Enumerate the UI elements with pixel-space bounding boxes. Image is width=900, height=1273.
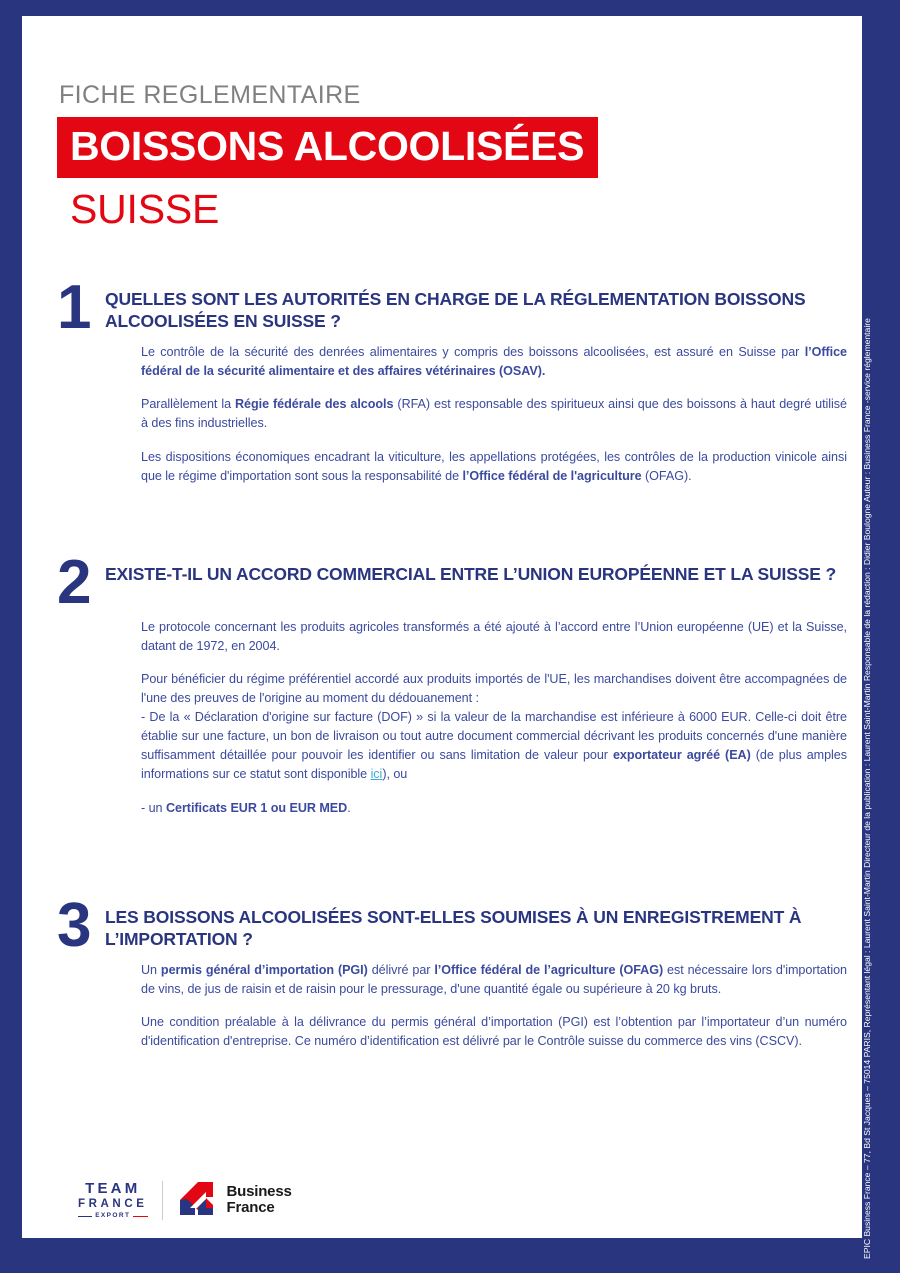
tfe-export-row xyxy=(78,1213,148,1220)
team-france-export-logo xyxy=(78,1181,163,1220)
document-kicker: FICHE REGLEMENTAIRE xyxy=(59,81,361,109)
section-3-title: LES BOISSONS ALCOOLISÉES SONT-ELLES SOUMISES À UN ENREGISTREMENT À L’IMPORTATION ? xyxy=(105,907,802,950)
paragraph: Le protocole concernant les produits agricoles transformés a été ajouté à l’accord entre l’Union européenne (UE) et la Suisse, datant de 1972, en 2004. xyxy=(141,619,847,653)
paragraph: Une condition préalable à la délivrance du permis général d’importation (PGI) est l’obtention par l’importateur d’un numéro d'identification d'entreprise. Ce numéro d’identification est délivré par le Contrôle suisse du commerce des vins (CSCV). xyxy=(141,1015,847,1049)
section-2 xyxy=(57,548,848,833)
business-france-line1: Business xyxy=(226,1182,292,1200)
paragraph-text: est nécessaire lors d'importation de vins, de jus de raisin et de raisin pour le pressurage, d'une quantité égale ou supérieure à 20 kg bruts. xyxy=(141,962,847,996)
section-3-body xyxy=(141,961,847,1052)
business-france-wordmark xyxy=(227,1184,292,1216)
document-header xyxy=(57,82,757,230)
footer-logos xyxy=(78,1179,292,1221)
paragraph-text: . xyxy=(347,800,351,815)
paragraph-strong: Certificats EUR 1 ou EUR MED xyxy=(165,800,348,815)
paragraph xyxy=(141,670,847,708)
business-france-line2: France xyxy=(226,1199,275,1216)
section-3-number: 3 xyxy=(57,891,92,960)
section-2-body xyxy=(141,618,847,818)
paragraph-strong: l’Office fédéral de l’agriculture (OFAG) xyxy=(434,962,664,977)
legal-band xyxy=(862,0,900,1273)
paragraph-strong: Régie fédérale des alcools xyxy=(235,397,394,412)
paragraph-text: Pour bénéficier du régime préférentiel accordé aux produits importés de l'UE, les marchandises doivent être accompagnées de l'une des preuves de l'origine au moment du dédouanement : xyxy=(141,672,847,706)
paragraph-text: Un xyxy=(141,962,161,977)
paragraph xyxy=(141,961,847,999)
paragraph-text: (OFAG). xyxy=(641,469,692,484)
section-1-body xyxy=(141,343,847,486)
section-3 xyxy=(57,891,847,1066)
paragraph xyxy=(141,799,847,818)
paragraph-text: (de plus amples informations sur ce statut sont disponible xyxy=(141,748,848,781)
business-france-logo xyxy=(177,1179,292,1221)
paragraph-text: (RFA) est responsable des spiritueux ainsi que des boissons à haut degré utilisé à des fins industrielles. xyxy=(141,397,847,431)
tfe-rule-right xyxy=(133,1216,147,1218)
paragraph-text: Parallèlement la xyxy=(141,397,235,412)
paragraph xyxy=(141,395,847,433)
section-1-number: 1 xyxy=(57,273,92,342)
section-2-number: 2 xyxy=(57,548,92,617)
tfe-export-label: EXPORT xyxy=(95,1212,131,1219)
paragraph-text: - un xyxy=(141,800,166,815)
section-1-title: QUELLES SONT LES AUTORITÉS EN CHARGE DE LA RÉGLEMENTATION BOISSONS ALCOOLISÉES EN SUISSE ? xyxy=(105,289,806,332)
tfe-team-label: TEAM xyxy=(85,1179,141,1197)
paragraph-strong: l’Office fédéral de la sécurité alimentaire et des affaires vétérinaires (OSAV). xyxy=(141,344,847,378)
legal-band-text: EPIC Business France – 77, Bd St Jacques – 75014 PARIS, Représentant légal : Laurent Saint-Martin Directeur de la publication : Laurent Saint-Martin Responsable de la rédaction : Didier Boulogne Auteur : Business France -service réglementaire xyxy=(862,318,872,1259)
paragraph-strong: exportateur agréé (EA) xyxy=(612,748,751,763)
section-2-heading xyxy=(57,548,847,617)
paragraph-text: Le contrôle de la sécurité des denrées alimentaires y compris des boissons alcoolisées, est assuré en Suisse par xyxy=(141,344,805,359)
paragraph-text: Les dispositions économiques encadrant la viticulture, les appellations protégées, les contrôles de la production vinicole ainsi que le régime d'importation sont sous la responsabilité de xyxy=(141,450,847,484)
document-title: BOISSONS ALCOOLISÉES xyxy=(57,117,598,178)
paragraph-strong: permis général d’importation (PGI) xyxy=(160,962,368,977)
section-1-heading xyxy=(57,273,847,342)
ici-link[interactable]: ici xyxy=(370,766,383,781)
tfe-rule-left xyxy=(78,1216,92,1218)
paragraph xyxy=(141,708,847,784)
paragraph-text: délivré par xyxy=(367,962,435,977)
business-france-arrow-icon xyxy=(177,1179,219,1221)
page-sheet xyxy=(22,16,862,1238)
section-3-heading xyxy=(57,891,847,960)
paragraph xyxy=(141,448,847,486)
paragraph-text: - De la « Déclaration d'origine sur facture (DOF) » si la valeur de la marchandise est inférieure à 6000 EUR. Celle-ci doit être établie sur une facture, un bon de livraison ou tout autre document commercial décrivant les produits concernés d'une manière suffisamment détaillée pour pouvoir les identifier ou sans limitation de valeur pour xyxy=(141,710,847,763)
tfe-france-label: FRANCE xyxy=(78,1197,148,1210)
paragraph-text: ), ou xyxy=(382,766,408,781)
section-2-title: EXISTE-T-IL UN ACCORD COMMERCIAL ENTRE L’UNION EUROPÉENNE ET LA SUISSE ? xyxy=(105,564,837,584)
section-1 xyxy=(57,273,847,501)
paragraph-strong: l’Office fédéral de l'agriculture xyxy=(462,469,642,484)
paragraph xyxy=(141,343,847,381)
document-subtitle: SUISSE xyxy=(70,185,220,232)
